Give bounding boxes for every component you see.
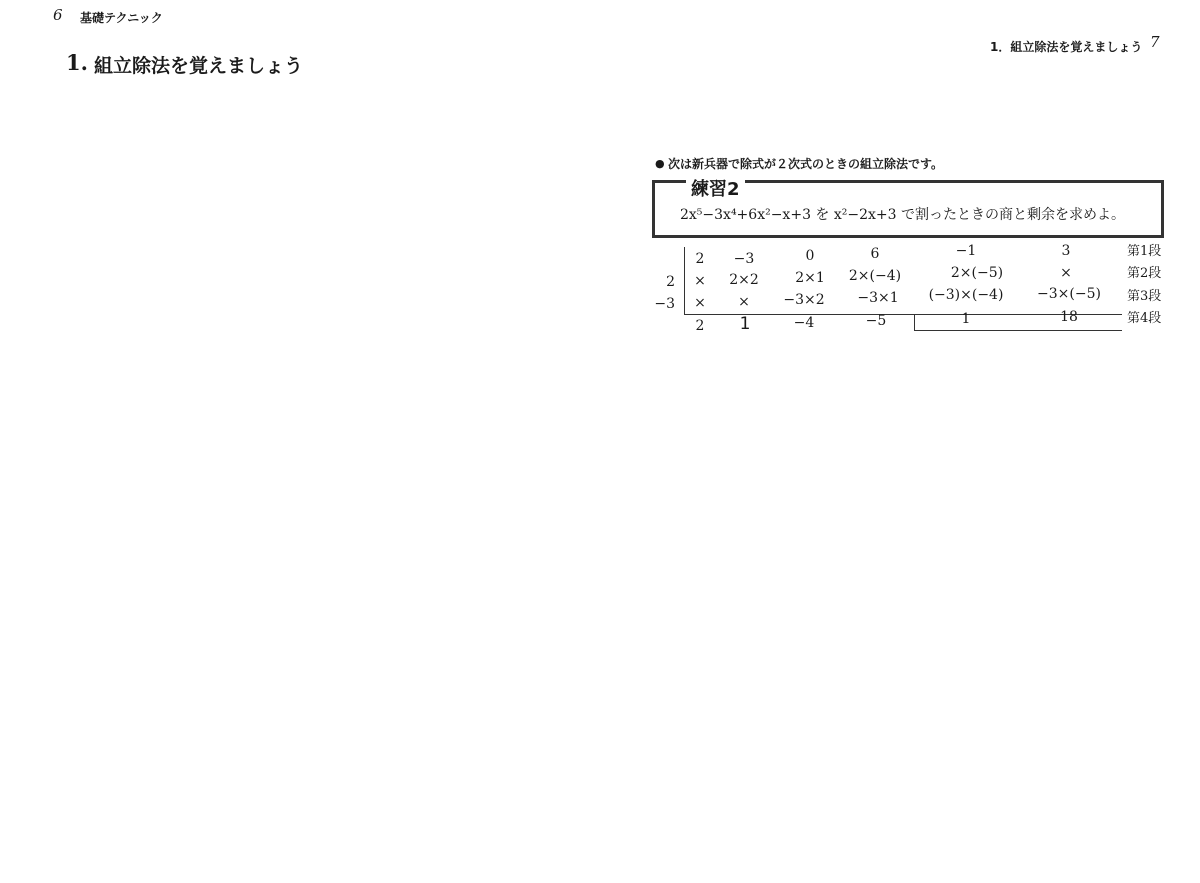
stage-label: 第1段: [1127, 244, 1162, 259]
quotient-coefficient: −5: [865, 313, 887, 329]
stage-label: 第4段: [1127, 311, 1162, 326]
table-cell: −1: [955, 243, 977, 259]
table-cell: (−3)×(−4): [928, 287, 1004, 303]
left-header-title: 基礎テクニック: [80, 11, 163, 25]
table-cell: 2×2: [729, 272, 759, 288]
stage-label: 第3段: [1127, 289, 1162, 304]
section-number: 1.: [66, 50, 88, 75]
exercise-label: 練習2: [686, 179, 745, 201]
table-cell: 6: [870, 246, 880, 262]
divisor-value: −3: [654, 296, 675, 312]
remainder-bracket-bottom: [914, 330, 1122, 331]
table-cell: −3×1: [857, 290, 899, 306]
remainder-bracket-vertical: [914, 314, 915, 331]
table-cell: ×: [694, 295, 706, 311]
table-cell: 2×(−5): [950, 265, 1004, 281]
table-cell: 0: [805, 248, 815, 264]
section-title: 組立除法を覚えましょう: [94, 55, 304, 77]
table-cell: ×: [694, 273, 706, 289]
table-cell: ×: [738, 294, 750, 310]
table-cell: −3: [733, 251, 755, 267]
right-page-number: 7: [1150, 33, 1160, 51]
table-cell: 2×1: [795, 270, 825, 286]
table-cell: −3×2: [783, 292, 825, 308]
divisor-value: 2: [666, 274, 675, 290]
left-page-number: 6: [53, 6, 63, 24]
table-vertical-line: [684, 247, 685, 315]
right-header-title: 1．組立除法を覚えましょう: [990, 40, 1143, 54]
table-cell: 2×(−4): [848, 268, 902, 284]
stage-label: 第2段: [1127, 266, 1162, 281]
quotient-coefficient: −4: [793, 315, 815, 331]
quotient-coefficient: 2: [695, 318, 705, 334]
remainder-coefficient: 18: [1060, 309, 1078, 325]
quotient-coefficient: 1: [739, 314, 751, 334]
bullet-icon: ●: [655, 157, 665, 170]
remainder-coefficient: 1: [961, 311, 971, 327]
table-cell: −3×(−5): [1037, 286, 1101, 302]
table-cell: 2: [695, 251, 705, 267]
table-cell: 3: [1061, 243, 1071, 259]
problem-text: 2x⁵−3x⁴+6x²−x+3 を x²−2x+3 で割ったときの商と剰余を求めよ。: [680, 207, 1125, 223]
table-cell: ×: [1060, 265, 1072, 281]
intro-text: 次は新兵器で除式が２次式のときの組立除法です。: [668, 157, 944, 171]
